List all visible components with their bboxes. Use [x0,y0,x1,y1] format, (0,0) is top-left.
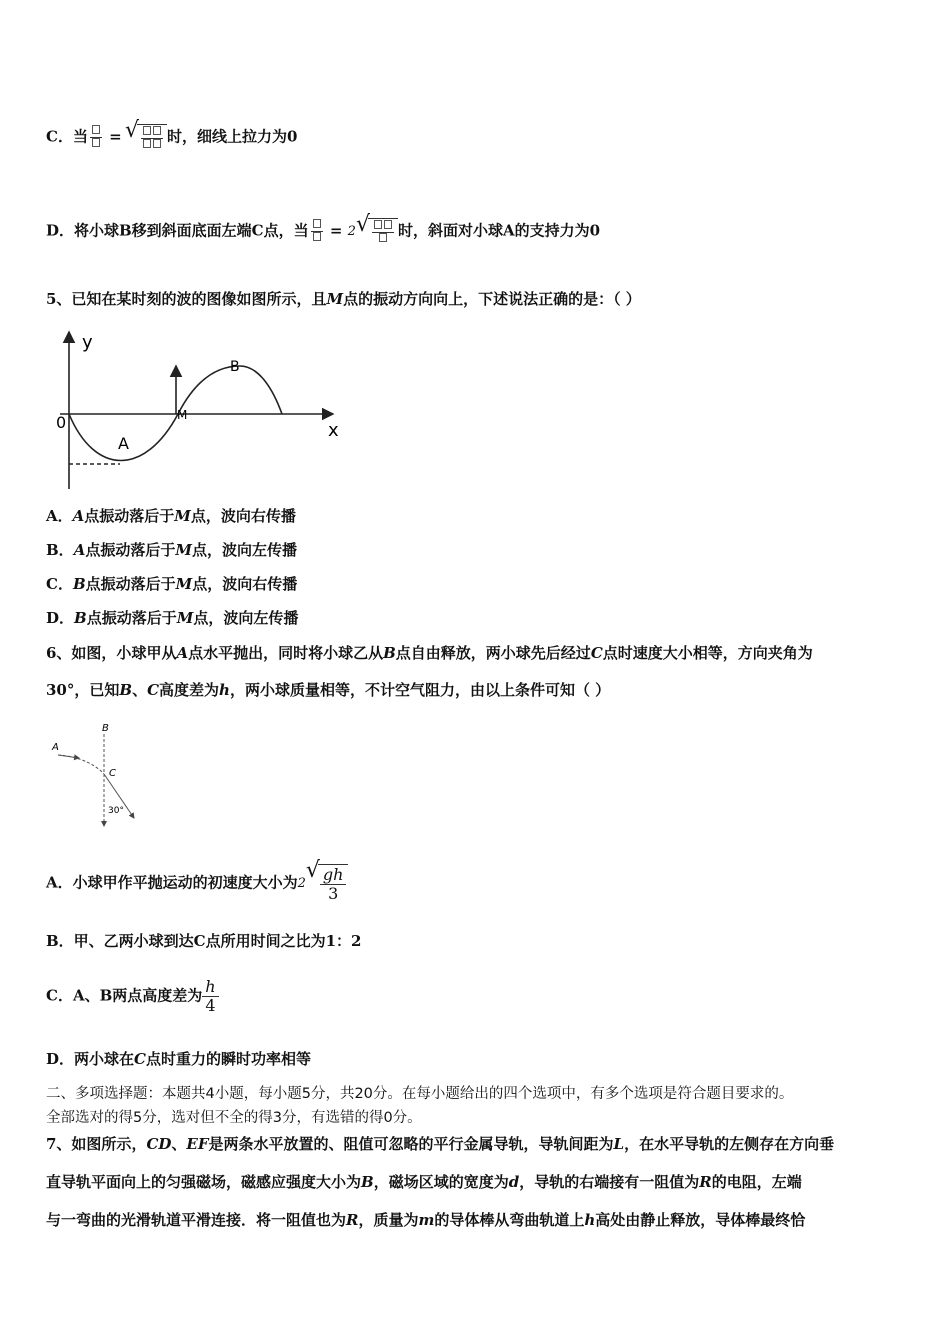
q4-option-c[interactable]: C．当 = √ 时，细线上拉力为0 [46,124,297,151]
point-b-label: B [230,359,240,375]
q5-option-d[interactable]: D．B点振动落后于M点，波向左传播 [46,609,299,627]
y-axis-label: y [82,332,93,353]
origin-label: 0 [56,413,67,432]
q6-stem-line1: 6、如图，小球甲从A点水平抛出，同时将小球乙从B点自由释放，两小球先后经过C点时速度大小相等，方向夹角为 [46,644,813,662]
label-b: B [102,723,109,734]
q6-option-c[interactable]: C．A、B两点高度差为 $\frac{h}{4}$ [46,978,219,1015]
angle-label: 30° [108,806,124,816]
fraction-h-over-4: $\frac{h}{4}$ [202,978,218,1015]
point-m-label: M [177,408,188,422]
section2-line1: 二、多项选择题：本题共4小题，每小题5分，共20分。在每小题给出的四个选项中，有多个选项是符合题目要求的。 [46,1086,794,1102]
q7-line1: 7、如图所示，CD、EF是两条水平放置的、阻值可忽略的平行金属导轨，导轨间距为L，在水平导轨的左侧存在方向垂 [46,1135,835,1153]
wave-figure [50,326,350,496]
q5-option-a[interactable]: A．A点振动落后于M点，波向右传播 [46,507,296,525]
projectile-figure [46,718,156,833]
projectile-path [58,755,104,774]
label-a: A [52,742,59,753]
small-fraction [90,125,102,150]
label-c: C [109,768,116,779]
sqrt-expression: √ $\frac{gh}{3}$ [308,864,349,903]
q7-line3: 与一弯曲的光滑轨道平滑连接．将一阻值也为R，质量为m的导体棒从弯曲轨道上h高处由静止释放，导体棒最终恰 [46,1211,806,1229]
q6-option-a[interactable]: A．小球甲作平抛运动的初速度大小为2 √ $\frac{gh}{3}$ [46,864,348,903]
x-axis-label: x [328,420,339,441]
q5-option-c[interactable]: C．B点振动落后于M点，波向右传播 [46,575,298,593]
q4-option-d[interactable]: D．将小球B移到斜面底面左端C点，当 = 2√ 时，斜面对小球A的支持力为0 [46,218,600,245]
q7-line2: 直导轨平面向上的匀强磁场，磁感应强度大小为B，磁场区域的宽度为d，导轨的右端接有一阻值为R的电阻，左端 [46,1173,802,1191]
q5-option-b[interactable]: B．A点振动落后于M点，波向左传播 [46,541,297,559]
q6-option-b[interactable]: B．甲、乙两小球到达C点所用时间之比为1：2 [46,932,362,950]
small-fraction [311,219,323,244]
section2-line2: 全部选对的得5分，选对但不全的得3分，有选错的得0分。 [46,1110,422,1126]
q6-option-d[interactable]: D．两小球在C点时重力的瞬时功率相等 [46,1050,311,1068]
sqrt-expression [127,124,167,151]
point-a-label: A [118,434,129,453]
sqrt-expression [358,218,398,245]
q5-stem: 5、已知在某时刻的波的图像如图所示，且M点的振动方向向上，下述说法正确的是：（ ） [46,290,641,308]
q6-stem-line2: 30°，已知B、C高度差为h，两小球质量相等，不计空气阻力，由以上条件可知（ ） [46,681,611,699]
